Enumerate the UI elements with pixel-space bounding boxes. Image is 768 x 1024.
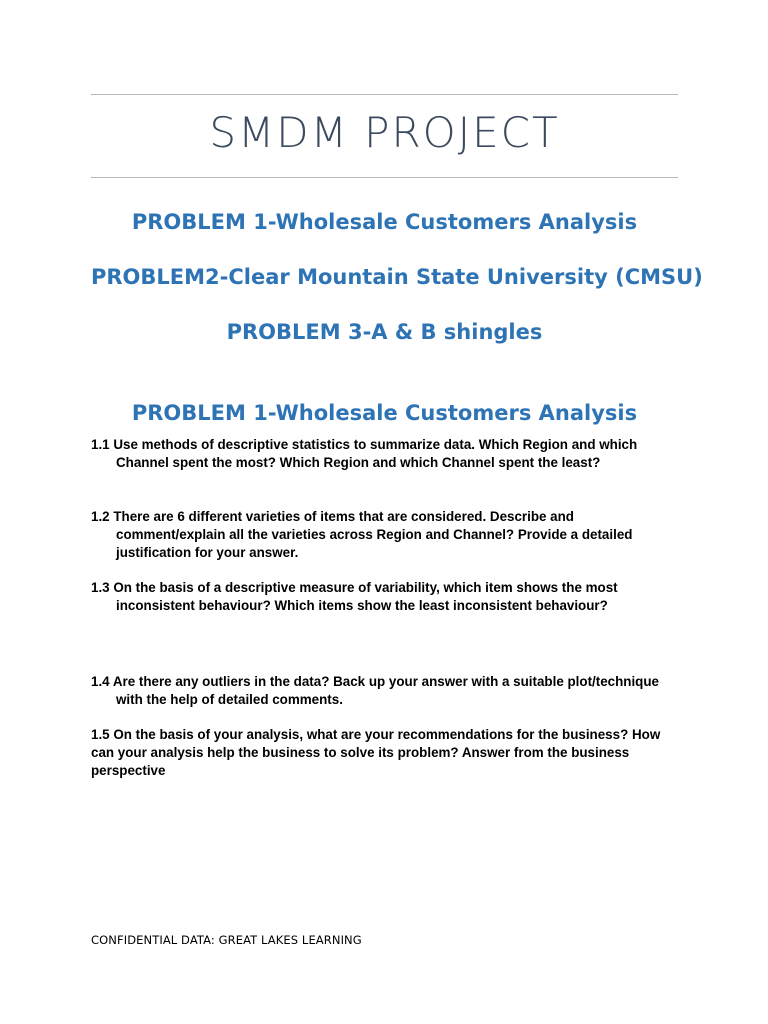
title-bottom-rule: [91, 177, 678, 178]
question-1-2: 1.2 There are 6 different varieties of items that are considered. Describe and comment/explain all the varieties across Region and Channel? Provide a detailed justification for your answer.: [91, 509, 633, 560]
question-1-3: 1.3 On the basis of a descriptive measure of variability, which item shows the most inconsistent behaviour? Which items show the least inconsistent behaviour?: [91, 580, 618, 613]
toc-problem-1: PROBLEM 1-Wholesale Customers Analysis: [131, 210, 638, 234]
confidential-footer: CONFIDENTIAL DATA: GREAT LAKES LEARNING: [91, 933, 362, 947]
question-1-4: 1.4 Are there any outliers in the data? Back up your answer with a suitable plot/technique with the help of detailed comments.: [91, 674, 659, 707]
title-top-rule: [91, 94, 678, 95]
document-title: SMDM PROJECT: [209, 108, 560, 157]
question-1-5: 1.5 On the basis of your analysis, what are your recommendations for the business? How can your analysis help the business to solve its problem? Answer from the business perspective: [91, 727, 661, 778]
toc-problem-3: PROBLEM 3-A & B shingles: [226, 320, 543, 344]
question-1-1: 1.1 Use methods of descriptive statistics to summarize data. Which Region and which Channel spent the most? Which Region and which Channel spent the least?: [91, 437, 638, 470]
section-heading: PROBLEM 1-Wholesale Customers Analysis: [131, 401, 638, 425]
toc-problem-2: PROBLEM2-Clear Mountain State University (CMSU): [91, 265, 703, 289]
